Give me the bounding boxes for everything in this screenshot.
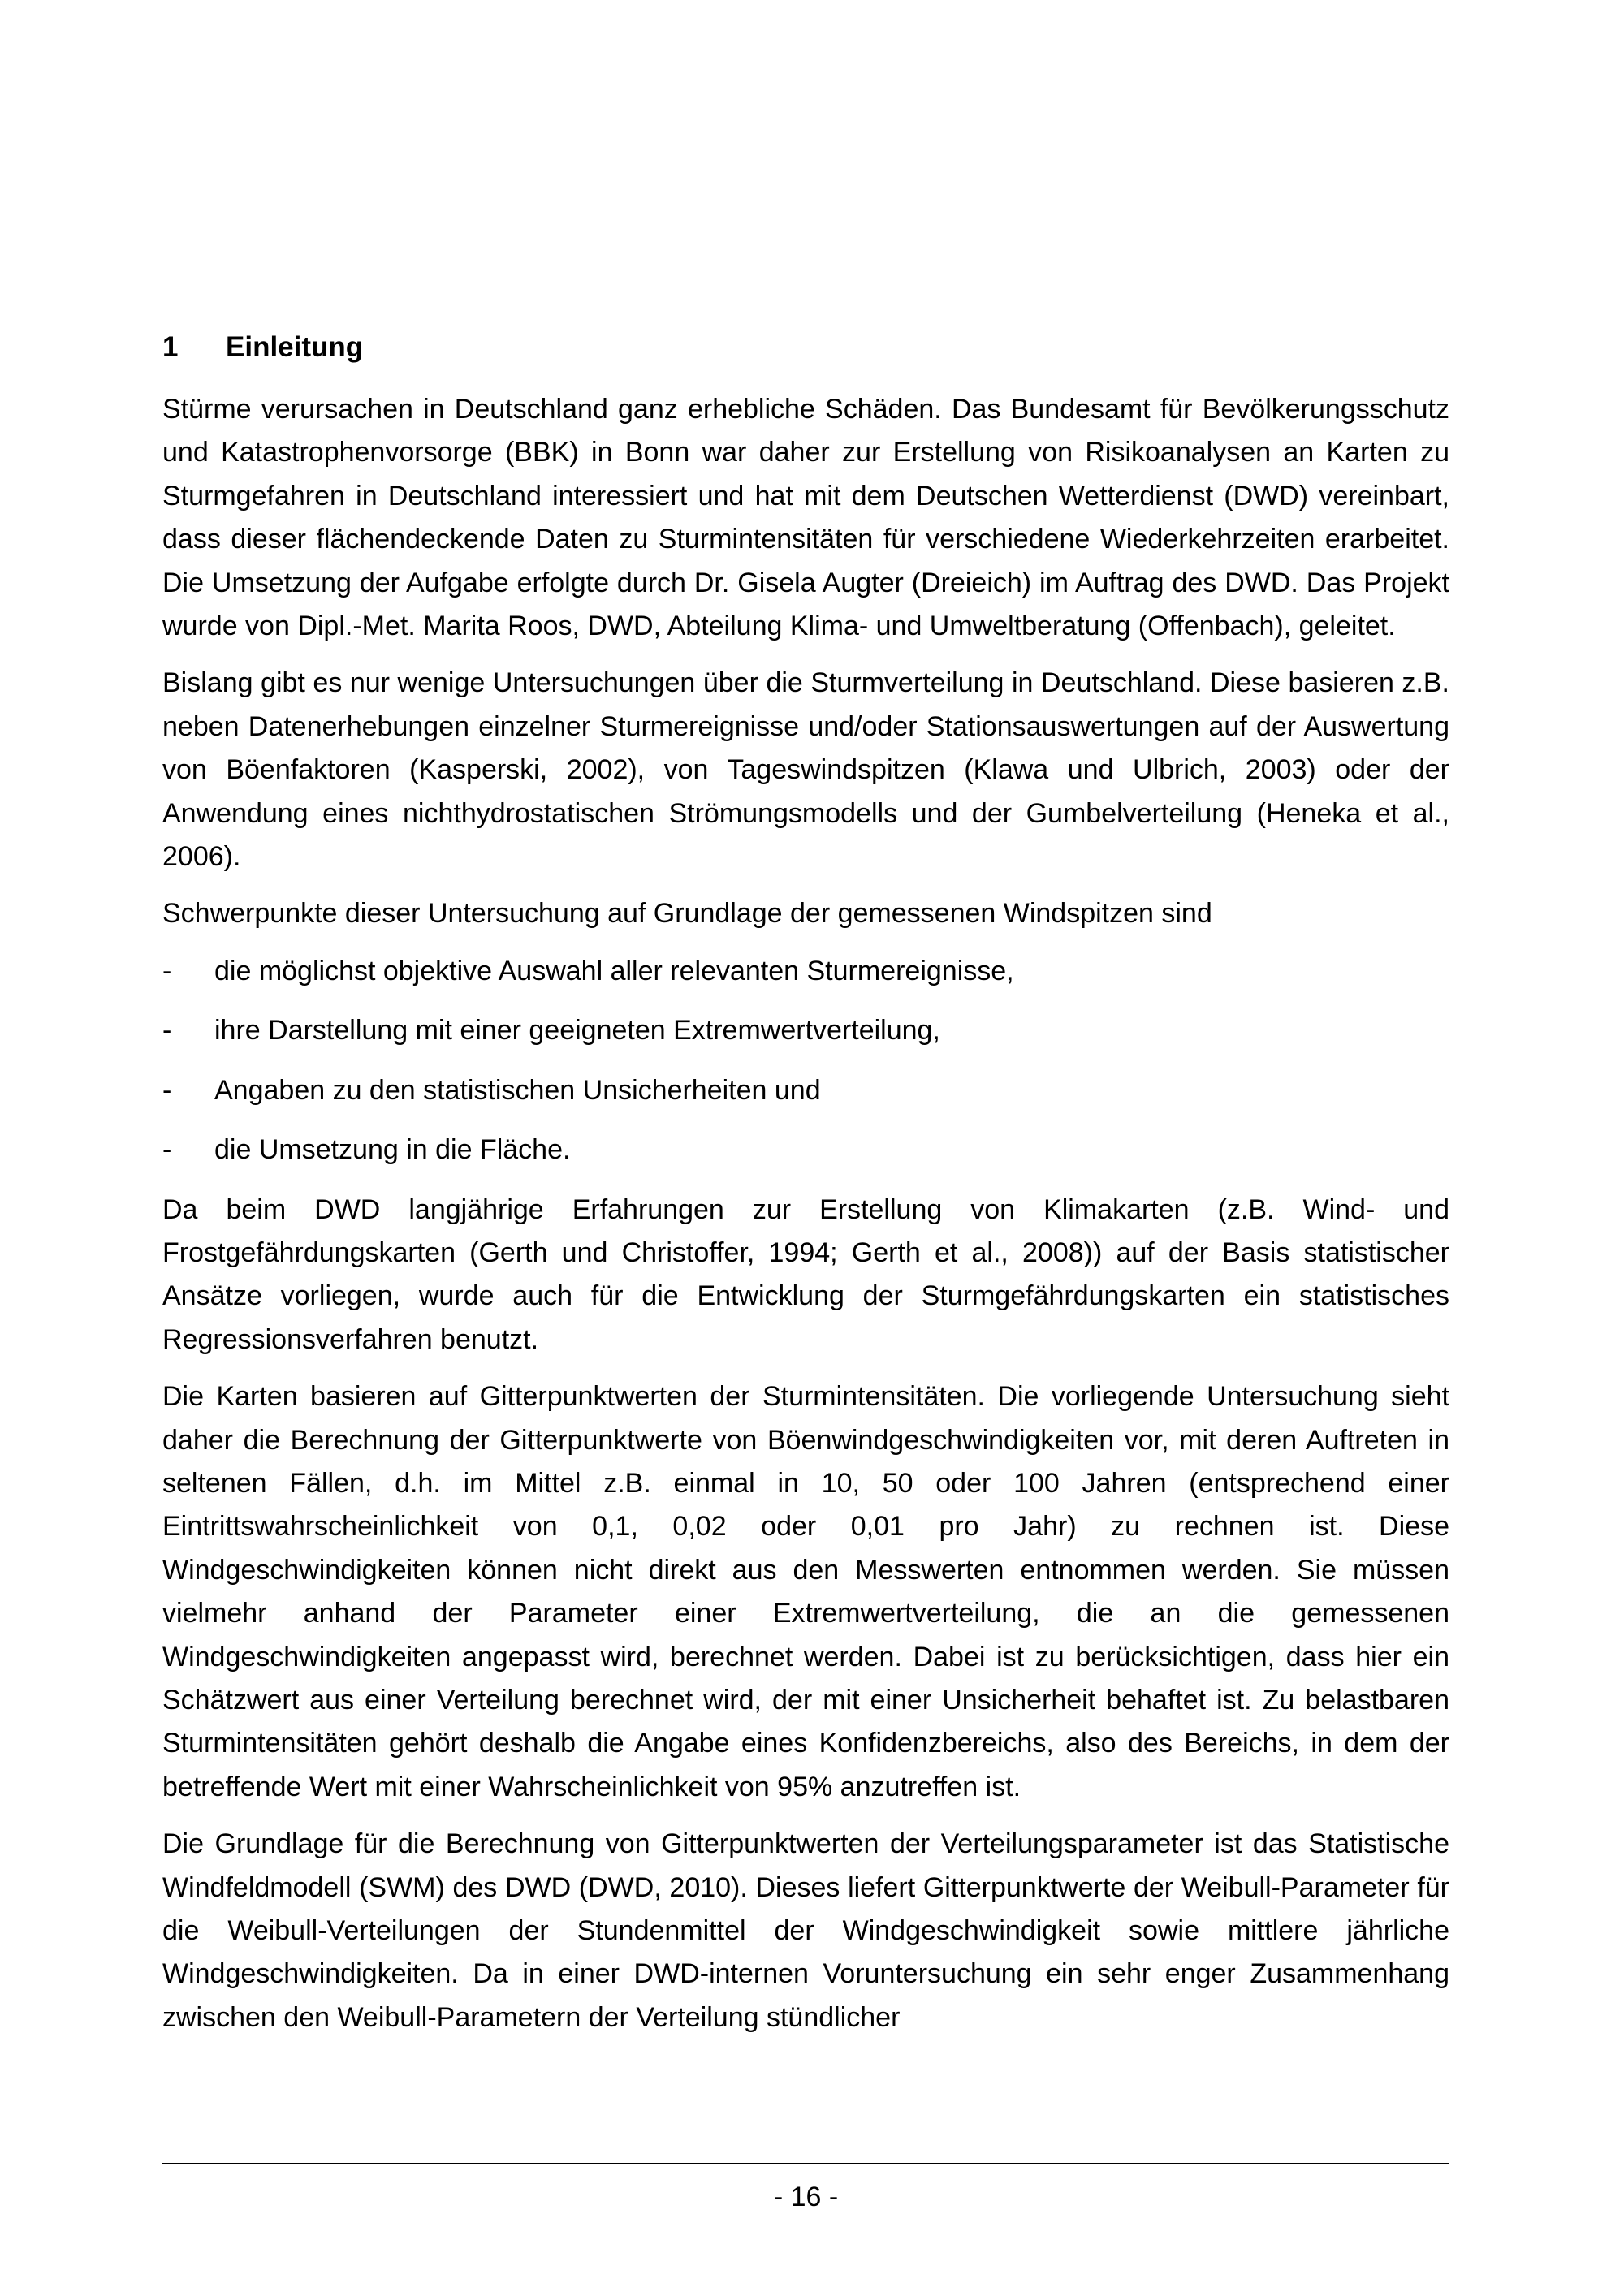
paragraph-intro: Stürme verursachen in Deutschland ganz erhebliche Schäden. Das Bundesamt für Bevölkerungsschutz und Katastrophenvorsorge (BBK) in Bonn war daher zur Erstellung von Risikoanalysen an Karten zu Sturmgefahren in Deutschland interessiert und hat mit dem Deutschen Wetterdienst (DWD) vereinbart, dass dieser flächendeckende Daten zu Sturmintensitäten für verschiedene Wiederkehrzeiten erarbeitet. Die Umsetzung der Aufgabe erfolgte durch Dr. Gisela Augter (Dreieich) im Auftrag des DWD. Das Projekt wurde von Dipl.-Met. Marita Roos, DWD, Abteilung Klima- und Umweltberatung (Offenbach), geleitet. [162,394,1449,642]
list-marker: - [162,955,172,986]
list-item-text: die möglichst objektive Auswahl aller relevanten Sturmereignisse, [214,955,1014,986]
list-item [162,1069,1449,1112]
paragraph-research-status: Bislang gibt es nur wenige Untersuchungen über die Sturmverteilung in Deutschland. Diese basieren z.B. neben Datenerhebungen einzelner Sturmereignisse und/oder Stationsauswertungen auf der Auswertung von Böenfaktoren (Kasperski, 2002), von Tageswindspitzen (Klawa und Ulbrich, 2003) oder der Anwendung eines nichthydrostatischen Strömungsmodells und der Gumbelverteilung (Heneka et al., 2006). [162,667,1449,873]
list-item [162,1009,1449,1052]
page-number: - 16 - [773,2182,839,2212]
paragraph-wind-model: Die Grundlage für die Berechnung von Gitterpunktwerten der Verteilungsparameter ist das Statistische Windfeldmodell (SWM) des DWD (DWD, 2010). Dieses liefert Gitterpunktwerte der Weibull-Parameter für die Weibull-Verteilungen der Stundenmittel der Windgeschwindigkeit sowie mittlere jährliche Windgeschwindigkeiten. Da in einer DWD-internen Voruntersuchung ein sehr enger Zusammenhang zwischen den Weibull-Parametern der Verteilung stündlicher [162,1828,1449,2033]
section-heading [162,329,1449,365]
page-content [162,329,1449,2053]
paragraph-grid-values: Die Karten basieren auf Gitterpunktwerten der Sturmintensitäten. Die vorliegende Untersuchung sieht daher die Berechnung der Gitterpunktwerte von Böenwindgeschwindigkeiten vor, mit deren Auftreten in seltenen Fällen, d.h. im Mittel z.B. einmal in 10, 50 oder 100 Jahren (entsprechend einer Eintrittswahrscheinlichkeit von 0,1, 0,02 oder 0,01 pro Jahr) zu rechnen ist. Diese Windgeschwindigkeiten können nicht direkt aus den Messwerten entnommen werden. Sie müssen vielmehr anhand der Parameter einer Extremwertverteilung, die an die gemessenen Windgeschwindigkeiten angepasst wird, berechnet werden. Dabei ist zu berücksichtigen, dass hier ein Schätzwert aus einer Verteilung berechnet wird, der mit einer Unsicherheit behaftet ist. Zu belastbaren Sturmintensitäten gehört deshalb die Angabe eines Konfidenzbereichs, also des Bereichs, in dem der betreffende Wert mit einer Wahrscheinlichkeit von 95% anzutreffen ist. [162,1381,1449,1802]
paragraph-climate-maps: Da beim DWD langjährige Erfahrungen zur Erstellung von Klimakarten (z.B. Wind- und Frostgefährdungskarten (Gerth und Christoffer, 1994; Gerth et al., 2008)) auf der Basis statistischer Ansätze vorliegen, wurde auch für die Entwicklung der Sturmgefährdungskarten ein statistisches Regressionsverfahren benutzt. [162,1193,1449,1355]
list-item-text: Angaben zu den statistischen Unsicherheiten und [214,1074,821,1106]
section-title: Einleitung [226,331,364,363]
list-marker: - [162,1134,172,1166]
list-item-text: ihre Darstellung mit einer geeigneten Extremwertverteilung, [214,1015,940,1047]
section-number: 1 [162,331,179,363]
focus-list [162,950,1449,1172]
list-marker: - [162,1015,172,1047]
list-marker: - [162,1074,172,1106]
list-item [162,950,1449,993]
paragraph-focus-intro: Schwerpunkte dieser Untersuchung auf Grundlage der gemessenen Windspitzen sind [162,898,1212,930]
list-item [162,1129,1449,1172]
footer-divider [162,2163,1449,2164]
list-item-text: die Umsetzung in die Fläche. [214,1134,571,1166]
